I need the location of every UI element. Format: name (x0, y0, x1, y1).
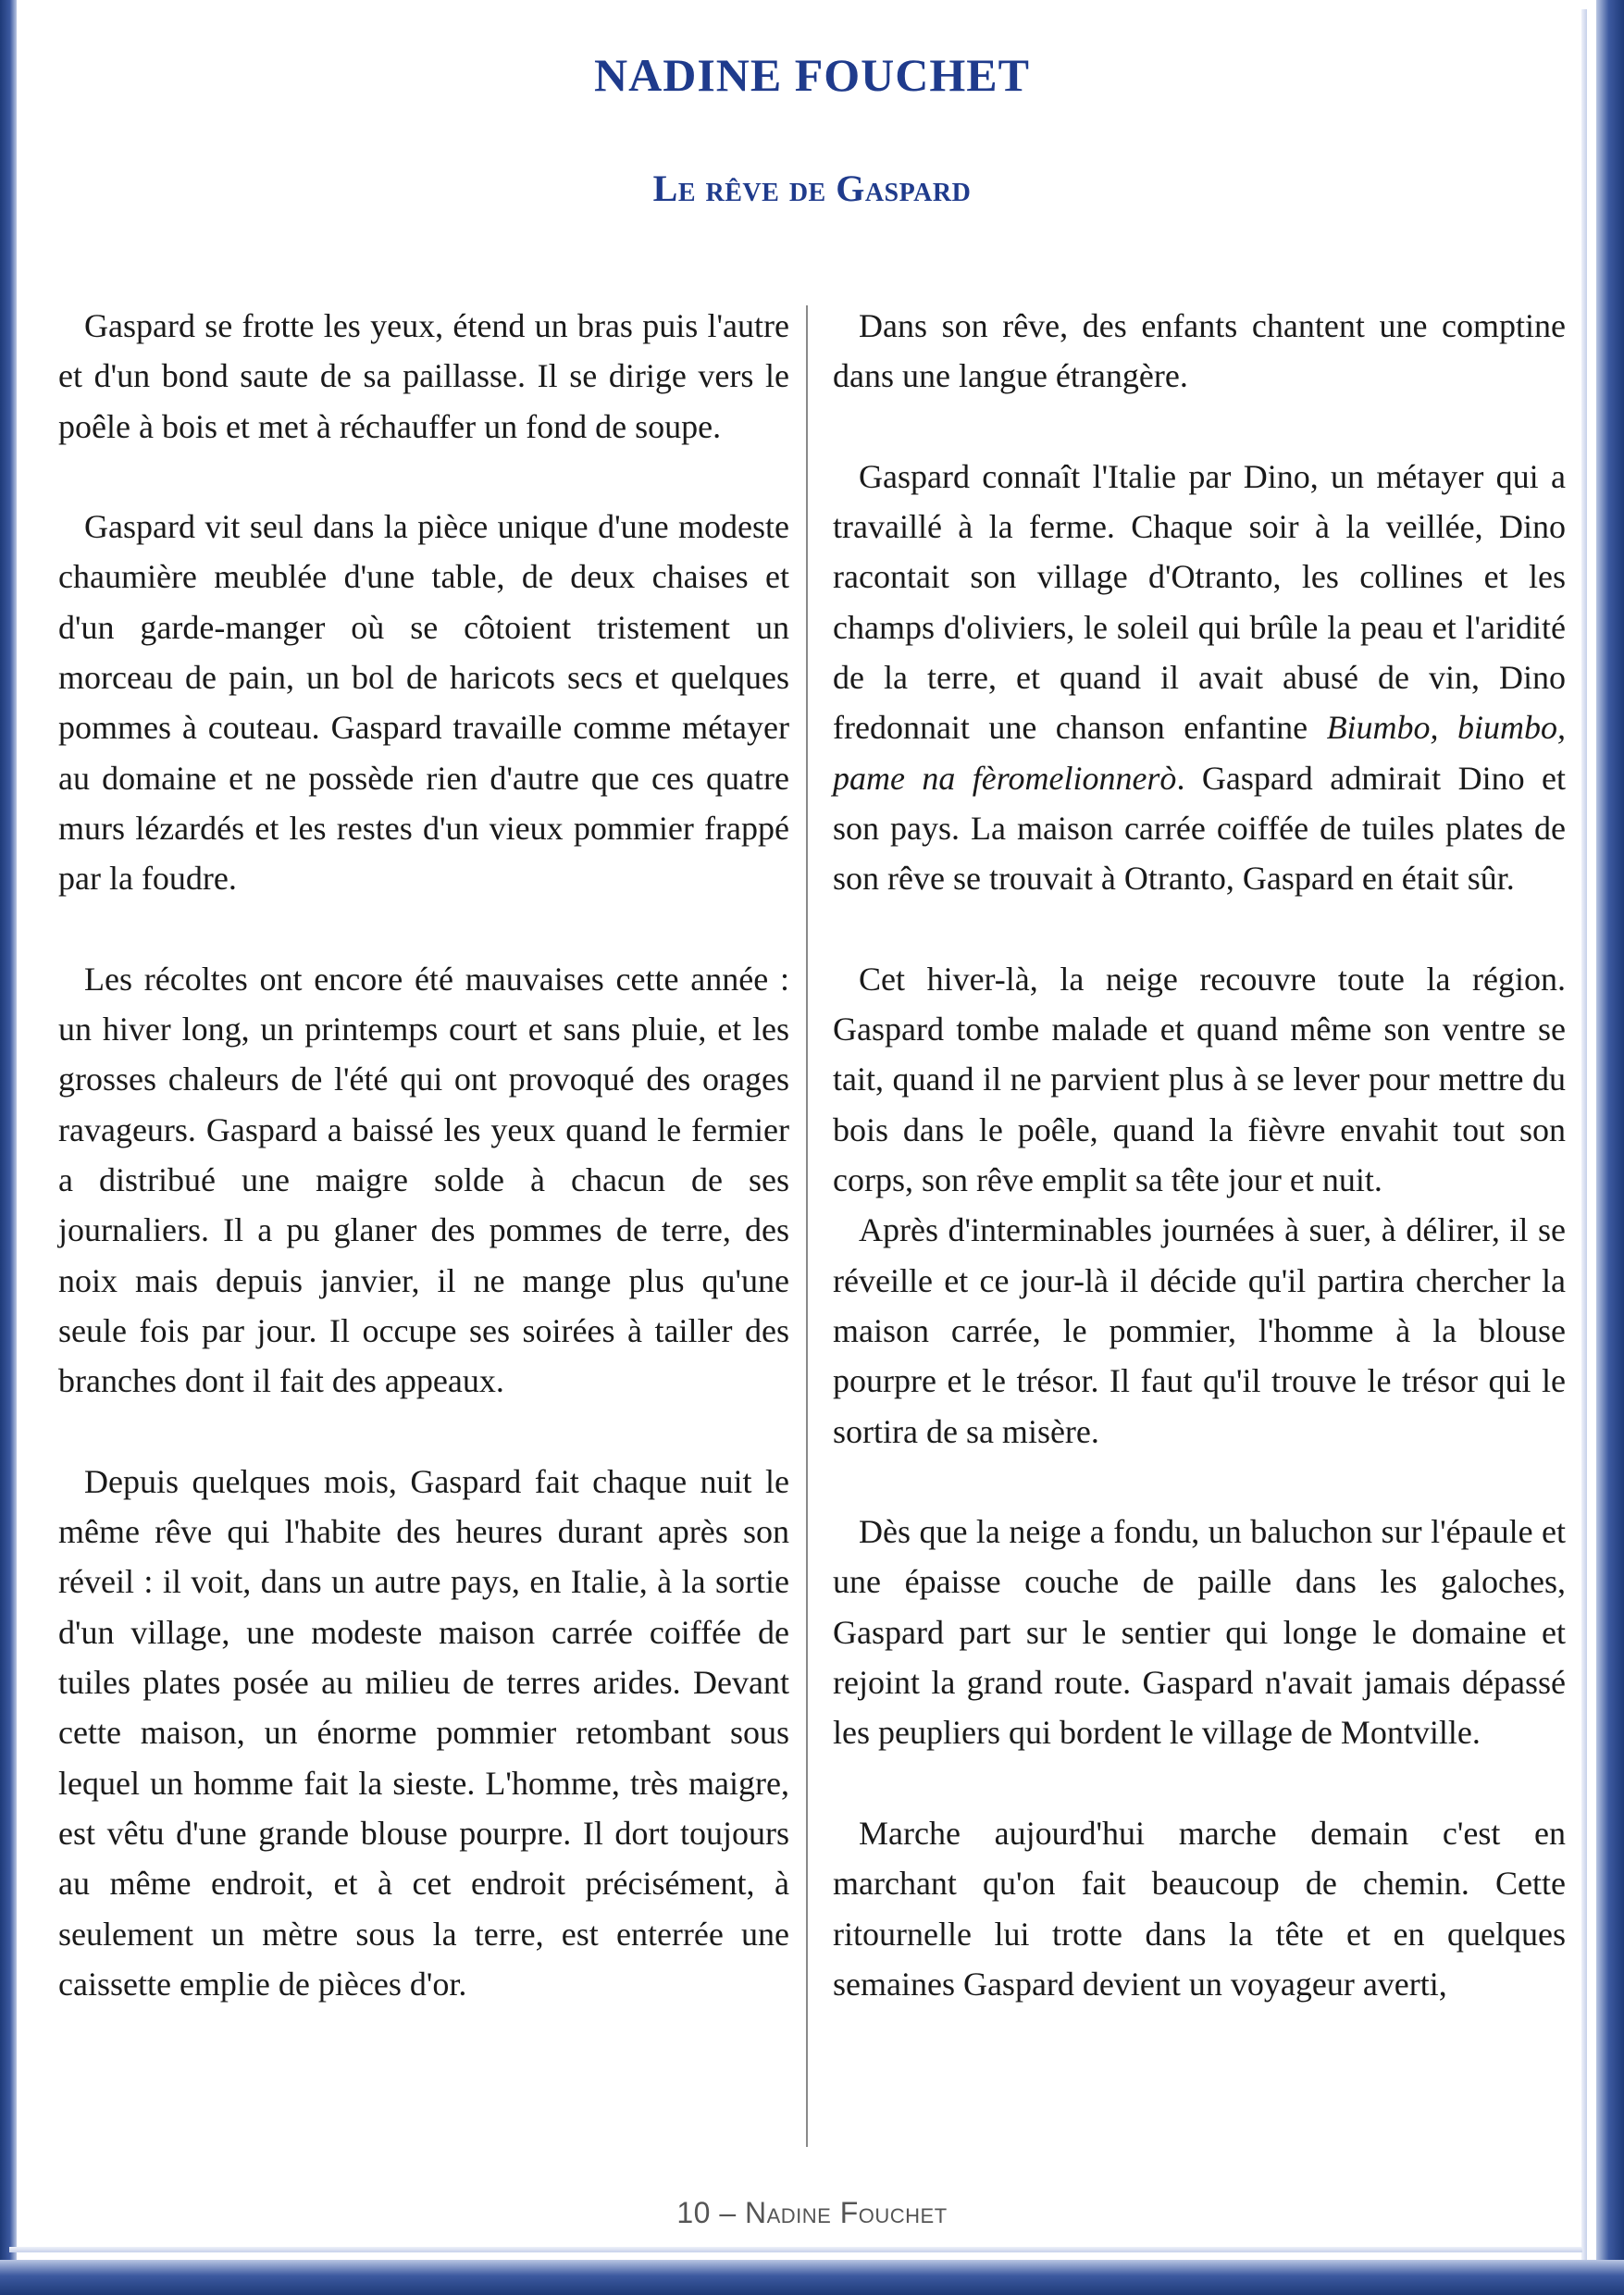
paragraph: Dès que la neige a fondu, un baluchon sur l'épaule et une épaisse couche de paille dans les galoches, Gaspard part sur le sentier qui longe le domaine et rejoint la grand route. Gaspard n'avait jamais dépassé les peupliers qui bordent le village de Montville. (833, 1513, 1566, 1752)
page-frame-bottom (0, 2260, 1624, 2295)
paragraph-text: . Gaspard admirait Dino et son pays. La maison carrée coiffée de tuiles plates de son rêve se trouvait à Otranto, Gaspard en était sûr. (833, 759, 1566, 898)
paragraph: Après d'interminables journées à suer, à délirer, il se réveille et ce jour-là il décide qu'il partira chercher la maison carrée, le pommier, l'homme à la blouse pourpre et le trésor. Il faut qu'il trouve le trésor qui le sortira de sa misère. (833, 1211, 1566, 1450)
paragraph: Gaspard se frotte les yeux, étend un bras puis l'autre et d'un bond saute de sa paillasse. Il se dirige vers le poêle à bois et met à réchauffer un fond de soupe. (58, 307, 789, 445)
paragraph: Marche aujourd'hui marche demain c'est en marchant qu'on fait beaucoup de chemin. Cette ritournelle lui trotte dans la tête et en quelques semaines Gaspard devient un voyageur averti, (833, 1814, 1566, 2003)
left-column (58, 301, 789, 2009)
author-heading: NADINE FOUCHET (594, 49, 1030, 101)
page-footer: 10 – Nadine Fouchet (676, 2196, 948, 2229)
right-column (833, 301, 1566, 2009)
page-frame-bottom-inner (9, 2247, 1582, 2252)
story-title: Le rêve de Gaspard (652, 167, 972, 209)
paragraph: Depuis quelques mois, Gaspard fait chaque nuit le même rêve qui l'habite des heures durant après son réveil : il voit, dans un autre pays, en Italie, à la sortie d'un village, une modeste maison carrée coiffée de tuiles plates posée au milieu de terres arides. Devant cette maison, un énorme pommier retombant sous lequel un homme fait la sieste. L'homme, très maigre, est vêtu d'une grande blouse pourpre. Il dort toujours au même endroit, et à cet endroit précisément, à seulement un mètre sous la terre, est enterrée une caissette emplie de pièces d'or. (58, 1462, 789, 2003)
paragraph: Gaspard vit seul dans la pièce unique d'une modeste chaumière meublée d'une table, de deux chaises et d'un garde-manger où se côtoient tristement un morceau de pain, un bol de haricots secs et quelques pommes à couteau. Gaspard travaille comme métayer au domaine et ne possède rien d'autre que ces quatre murs lézardés et les restes d'un vieux pommier frappé par la foudre. (58, 508, 789, 898)
paragraph: Dans son rêve, des enfants chantent une comptine dans une langue étrangère. (833, 307, 1566, 395)
paragraph: Les récoltes ont encore été mauvaises cette année : un hiver long, un printemps court et sans pluie, et les grosses chaleurs de l'été qui ont provoqué des orages ravageurs. Gaspard a baissé les yeux quand le fermier a distribué une maigre solde à chacun de ses journaliers. Il a pu glaner des pommes de terre, des noix mais depuis janvier, il ne mange plus qu'une seule fois par jour. Il occupe ses soirées à tailler des branches dont il fait des appeaux. (58, 960, 789, 1400)
page-frame-right (1596, 0, 1624, 2295)
page-frame-left (0, 0, 17, 2295)
paragraph-text: Gaspard connaît l'Italie par Dino, un métayer qui a travaillé à la ferme. Chaque soir à la veillée, Dino racontait son village d'Otranto, les collines et les champs d'oliviers, le soleil qui brûle la peau et l'aridité de la terre, et quand il avait abusé de vin, Dino fredonnait une chanson enfantine (833, 457, 1566, 747)
paragraph: Cet hiver-là, la neige recouvre toute la région. Gaspard tombe malade et quand même son ventre se tait, quand il ne parvient plus à se lever pour mettre du bois dans le poêle, quand la fièvre envahit tout son corps, son rêve emplit sa tête jour et nuit. (833, 960, 1566, 1199)
song-lyric: Biumbo, biumbo, pame na fèromelionnerò (833, 709, 1566, 797)
page-frame-right-inner (1581, 9, 1587, 2267)
paragraph (833, 452, 1566, 904)
column-divider (806, 305, 808, 2147)
